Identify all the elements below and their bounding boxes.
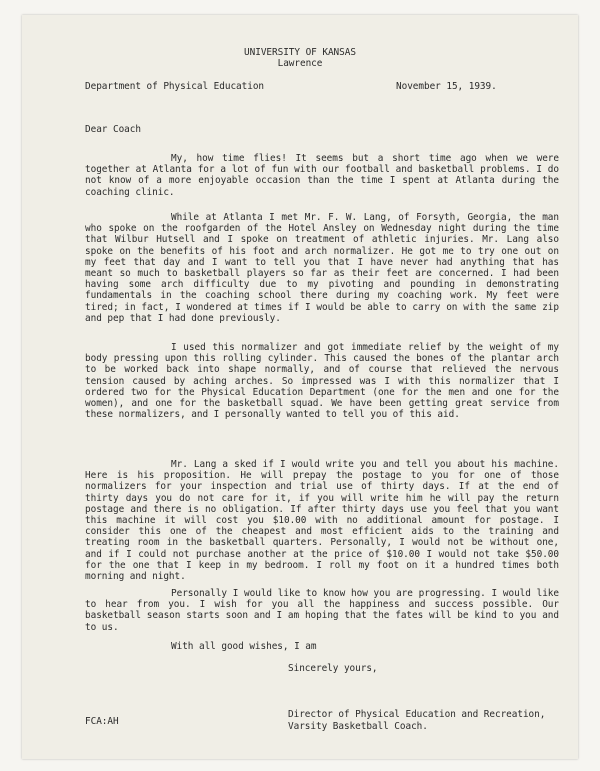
signature-title-1: Director of Physical Education and Recreation,	[288, 709, 546, 720]
paragraph-2	[85, 212, 559, 324]
letter-date: November 15, 1939.	[396, 81, 497, 92]
signature-title-2: Varsity Basketball Coach.	[288, 721, 428, 732]
paragraph-4	[85, 459, 559, 582]
closing-wish: With all good wishes, I am	[171, 641, 317, 652]
closing: Sincerely yours,	[288, 663, 378, 674]
paragraph-3	[85, 342, 559, 420]
salutation: Dear Coach	[85, 124, 141, 135]
paragraph-1	[85, 153, 559, 198]
letter-page	[22, 15, 578, 759]
paragraph-5	[85, 588, 559, 633]
letter-body	[22, 15, 578, 759]
paragraph-3-text: I used this normalizer and got immediate relief by the weight of my body pressing upon this rolling cylinder. This caused the bones of the plantar arch to be worked back into shape normally, and of course that relieved the nervous tension caused by aching arches. So impressed was I with this normalizer that I ordered two for the Physical Education Department (one for the men and one for the women), and one for the basketball squad. We have been getting great service from these normalizers, and I personally wanted to tell you of this aid.	[85, 342, 559, 421]
paragraph-2-text: While at Atlanta I met Mr. F. W. Lang, of Forsyth, Georgia, the man who spoke on the roofgarden of the Hotel Ansley on Wednesday night during the time that Wilbur Hutsell and I spoke on treatment of athletic injuries. Mr. Lang also spoke on the benefits of his foot and arch normalizer. He got me to try one out on my feet that day and I want to tell you that I have never had anything that has meant so much to basketball players so far as their feet are concerned. I had been having some arch difficulty due to my pivoting and pounding in demonstrating fundamentals in the coaching school there during my coaching work. My feet were tired; in fact, I wondered at times if I would be able to carry on with the same zip and pep that I had done previously.	[85, 212, 559, 324]
institution-city: Lawrence	[277, 58, 323, 69]
typist-initials: FCA:AH	[85, 716, 119, 727]
department-name: Department of Physical Education	[85, 81, 265, 92]
institution-name: UNIVERSITY OF KANSAS	[244, 47, 356, 58]
paragraph-1-text: My, how time flies! It seems but a short time ago when we were together at Atlanta for a lot of fun with our football and basketball problems. I do not know of a more enjoyable occasion than the time I spent at Atlanta during the coaching clinic.	[85, 153, 559, 198]
paragraph-4-text: Mr. Lang a sked if I would write you and tell you about his machine. Here is his proposition. He will prepay the postage to you for one of those normalizers for your inspection and trial use of thirty days. If at the end of thirty days you do not care for it, if you will write him he will pay the return postage and there is no obligation. If after thirty days use you feel that you want this machine it will cost you $10.00 with no additional amount for postage. I consider this one of the cheapest and most efficient aids to the training and treating room in the basketball quarters. Personally, I would not be without one, and if I could not purchase another at the price of $10.00 I would not take $50.00 for the one that I keep in my bedroom. I roll my foot on it a hundred times both morning and night.	[85, 459, 559, 583]
paragraph-5-text: Personally I would like to know how you are progressing. I would like to hear from you. I wish for you all the happiness and success possible. Our basketball season starts soon and I am hoping that the fates will be kind to you and to us.	[85, 588, 559, 633]
